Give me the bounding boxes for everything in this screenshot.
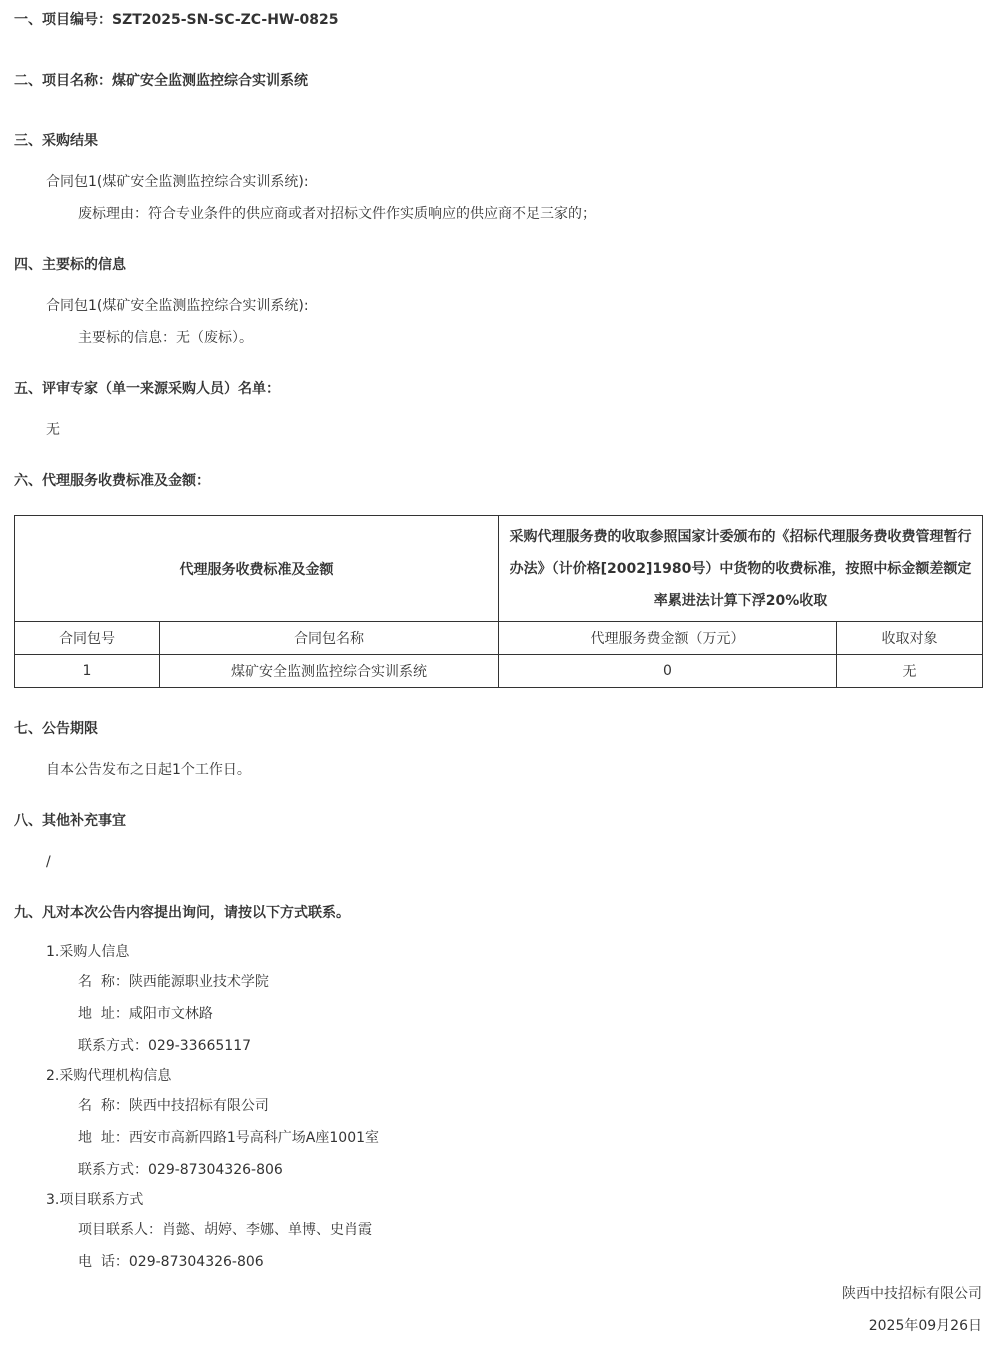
fee-table-header-label: 代理服务收费标准及金额 [15,516,499,622]
project-number: SZT2025-SN-SC-ZC-HW-0825 [112,12,339,28]
notice-period: 自本公告发布之日起1个工作日。 [46,762,251,778]
section-title: 九、凡对本次公告内容提出询问，请按以下方式联系。 [14,905,350,921]
cancel-reason: 废标理由：符合专业条件的供应商或者对招标文件作实质响应的供应商不足三家的； [78,206,596,222]
column-header: 收取对象 [837,622,983,655]
section-project-number [14,10,339,30]
main-subject-info: 主要标的信息：无（废标）。 [78,330,253,346]
section-label: 一、项目编号： [14,12,112,28]
project-name: 煤矿安全监测监控综合实训系统 [112,73,308,89]
section-project-name [14,71,308,91]
section-title: 八、其他补充事宜 [14,813,126,829]
section-title: 四、主要标的信息 [14,257,126,273]
column-header: 代理服务费金额（万元） [499,622,837,655]
footer-date: 2025年09月26日 [868,1318,982,1334]
agency-contact: 联系方式：029-87304326-806 [78,1162,283,1178]
buyer-info-title: 1.采购人信息 [46,944,130,960]
table-cell: 1 [15,655,160,688]
buyer-name: 名 称：陕西能源职业技术学院 [78,974,269,990]
expert-list: 无 [46,422,60,438]
project-contact-phone: 电 话：029-87304326-806 [78,1254,264,1270]
buyer-contact: 联系方式：029-33665117 [78,1038,252,1054]
project-contact-title: 3.项目联系方式 [46,1192,144,1208]
contract-package: 合同包1(煤矿安全监测监控综合实训系统): [46,298,309,314]
table-cell: 煤矿安全监测监控综合实训系统 [160,655,499,688]
column-header: 合同包名称 [160,622,499,655]
section-label: 二、项目名称： [14,73,112,89]
supplementary-matters: / [46,854,51,870]
agency-name: 名 称：陕西中技招标有限公司 [78,1098,269,1114]
project-contact-people: 项目联系人：肖懿、胡婷、李娜、单博、史肖霞 [78,1222,372,1238]
table-row [15,655,983,688]
contract-package: 合同包1(煤矿安全监测监控综合实训系统): [46,174,309,190]
section-title: 三、采购结果 [14,133,98,149]
table-header-row [15,622,983,655]
buyer-address: 地 址：咸阳市文林路 [78,1006,213,1022]
section-title: 六、代理服务收费标准及金额： [14,473,210,489]
table-cell: 0 [499,655,837,688]
table-cell: 无 [837,655,983,688]
fee-table-header-description: 采购代理服务费的收取参照国家计委颁布的《招标代理服务费收费管理暂行办法》（计价格[2002]1980号）中货物的收费标准，按照中标金额差额定率累进法计算下浮20%收取 [499,516,983,622]
agency-address: 地 址：西安市高新四路1号高科广场A座1001室 [78,1130,380,1146]
column-header: 合同包号 [15,622,160,655]
footer-company: 陕西中技招标有限公司 [842,1286,982,1302]
section-title: 五、评审专家（单一来源采购人员）名单： [14,381,280,397]
fee-table [14,515,983,688]
agency-info-title: 2.采购代理机构信息 [46,1068,172,1084]
section-title: 七、公告期限 [14,721,98,737]
